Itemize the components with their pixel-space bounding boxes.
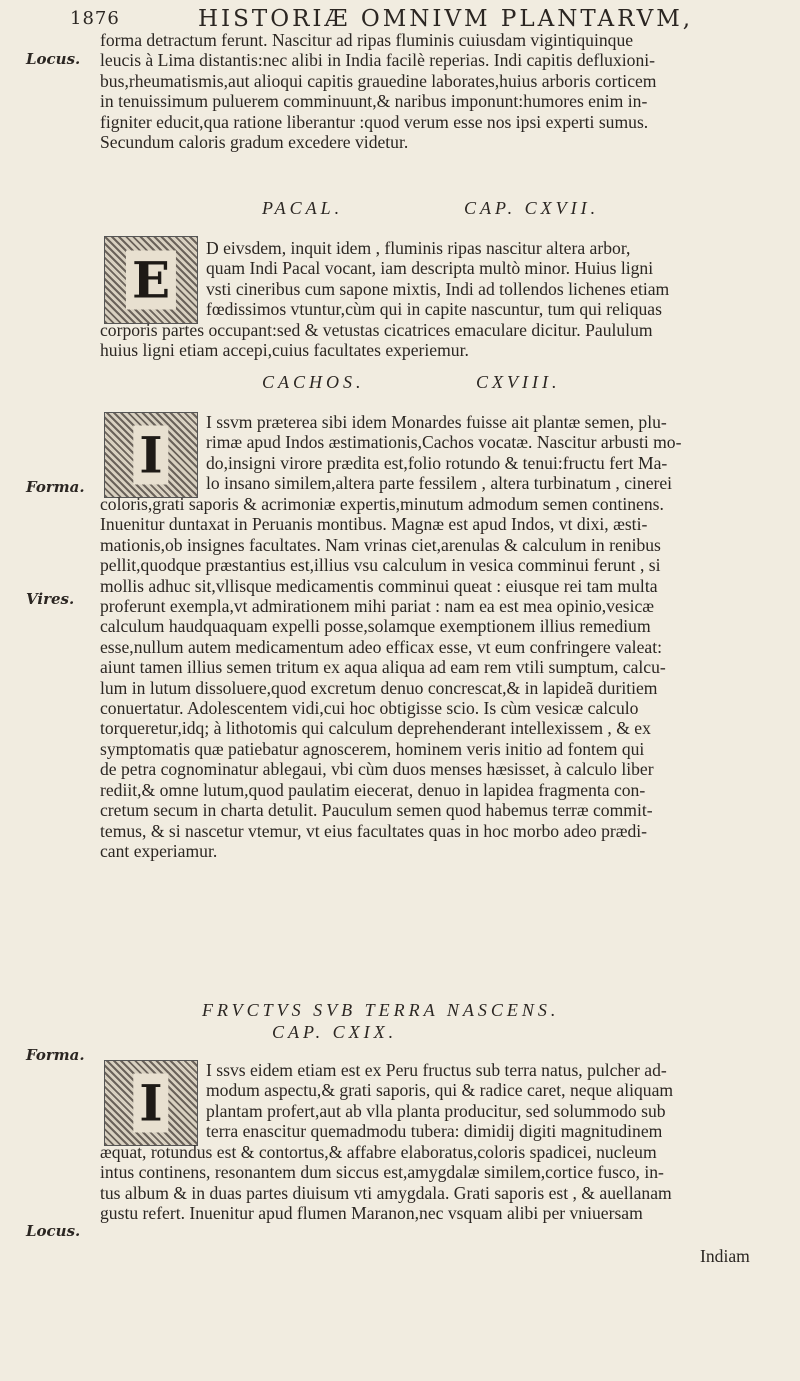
text-line: corporis partes occupant:sed & vetustas cicatrices emaculare dicitur. Paululum [100,320,653,340]
chapter-title: FRVCTVS SVB TERRA NASCENS. [202,1000,560,1020]
text-line: cant experiamur. [100,840,218,861]
text-line: cretum secum in charta detulit. Pauculum semen quod habemus terræ commit- [100,800,653,821]
text-line: æquat, rotundus est & contortus,& affabre elaboratus,coloris spadicei, nucleum [100,1142,657,1162]
margin-note-vires: Vires. [26,590,75,608]
chapter-body [100,494,792,861]
text-line: do,insigni virore prædita est,folio rotundo & tenui:fructu fert Ma- [206,452,668,473]
text-line: huius ligni etiam accepi,cuius facultates experiemur. [100,340,469,361]
text-line: Inuenitur duntaxat in Peruanis montibus. Magnæ est apud Indos, vt dixi, æsti- [100,514,648,535]
text-line: plantam profert,aut ab vlla planta producitur, sed solummodo sub [206,1100,666,1121]
text-line: intus continens, resonantem dum siccus est,amygdalæ similem,cortice fusco, in- [100,1162,664,1183]
text-line: forma detractum ferunt. Nascitur ad ripas fluminis cuiusdam vigintiquinque [100,30,634,50]
intro-paragraph [100,30,792,152]
text-line: Secundum caloris gradum excedere videtur. [100,132,409,153]
chapter-number: CAP. CXVII. [464,198,600,218]
text-line: conuertatur. Adolescentem vidi,cui hoc obtigisse scio. Is cùm vesicæ calculo [100,698,639,719]
page-number: 1876 [70,8,120,29]
text-line: lum in lutum dissoluere,quod excretum denuo concrescat,& in lapideã duritiem [100,677,658,698]
catchword: Indiam [700,1246,750,1266]
running-title: HISTORIÆ OMNIVM PLANTARVM, [198,6,694,32]
text-line: tus album & in duas partes diuisum vti amygdala. Grati saporis est , & auellanam [100,1182,672,1203]
text-line: quam Indi Pacal vocant, iam descripta multò minor. Huius ligni [206,258,654,279]
chapter-number: CXVIII. [476,372,561,392]
decorated-initial: I [104,412,198,498]
chapter-body [100,1142,792,1224]
text-line: torqueretur,idq; à lithotomis qui calculum deprehenderant intellexissem , & ex [100,718,651,739]
text-line: esse,nullum autem medicamentum adeo efficax esse, vt eum confringere valeat: [100,636,662,657]
text-line: figniter educit,qua ratione liberantur :quod verum esse nos ipsi experti sumus. [100,111,649,132]
text-line: vsti cineribus cum sapone mixtis, Indi ad tollendos lichenes etiam [206,278,670,299]
text-line: fœdissimos vtuntur,cùm qui in capite nascuntur, tum qui reliquas [206,299,662,320]
text-line: gustu refert. Inuenitur apud flumen Maranon,nec vsquam alibi per vniuersam [100,1203,643,1224]
text-line: I ssvm præterea sibi idem Monardes fuisse ait plantæ semen, plu- [206,412,667,432]
text-line: in tenuissimum puluerem comminuunt,& naribus imponunt:humores enim in- [100,91,648,112]
margin-note-locus: Locus. [26,1222,81,1240]
chapter-title: PACAL. [262,198,344,218]
text-line: rediit,& omne lutum,quod paulatim eiecerat, denuo in lapidea fragmenta con- [100,779,646,800]
chapter-opening [206,412,792,494]
text-line: symptomatis quæ patiebatur agnoscerem, hominem veris initio ad fontem qui [100,738,645,759]
text-line: de petra cognominatur ablegaui, vbi cùm duos menses hæsisset, à calculo liber [100,759,654,780]
text-line: terra enascitur quemadmodu tubera: dimidij digiti magnitudinem [206,1121,663,1142]
chapter-opening [206,1060,792,1142]
chapter-opening [206,238,792,320]
decorated-initial: I [104,1060,198,1146]
text-line: lo insano similem,altera parte fessilem , altera turbinatum , cinerei [206,473,673,494]
text-line: bus,rheumatismis,aut alioqui capitis grauedine laborates,huius arboris corticem [100,70,657,91]
text-line: temus, & si nascetur vtemur, vt eius facultates quas in hoc morbo adeo prædi- [100,820,648,841]
decorated-initial: E [104,236,198,324]
chapter-title: CACHOS. [262,372,365,392]
margin-note-forma: Forma. [26,478,85,496]
text-line: aiunt tamen illius semen tritum ex aqua aliqua ad eam rem vtili sumptum, calcu- [100,657,666,678]
chapter-body [100,320,792,361]
text-line: D eivsdem, inquit idem , fluminis ripas nascitur altera arbor, [206,238,631,258]
margin-note-forma: Forma. [26,1046,85,1064]
text-line: proferunt exempla,vt admirationem mihi pariat : nam ea est mea opinio,vesicæ [100,596,655,617]
text-line: mollis adhuc sit,vllisque medicamentis comminui queat : eiusque rei tam multa [100,575,658,596]
text-line: modum aspectu,& grati saporis, qui & radice caret, neque aliquam [206,1080,674,1101]
text-line: coloris,grati saporis & acrimoniæ expertis,minutum admodum semen continens. [100,494,664,514]
text-line: mationis,ob insignes facultates. Nam vrinas ciet,arenulas & calculum in renibus [100,534,661,555]
margin-note-locus: Locus. [26,50,81,68]
text-line: rimæ apud Indos æstimationis,Cachos vocatæ. Nascitur arbusti mo- [206,432,682,453]
text-line: I ssvs eidem etiam est ex Peru fructus sub terra natus, pulcher ad- [206,1060,667,1080]
text-line: calculum haudquaquam expelli posse,solamque exemptionem illius remedium [100,616,651,637]
chapter-number: CAP. CXIX. [272,1022,398,1042]
text-line: pellit,quodque præstantius est,illius vsu calculum in vesica comminui ferunt , si [100,555,661,576]
text-line: leucis à Lima distantis:nec alibi in India facilè reperias. Indi capitis defluxioni- [100,50,655,71]
